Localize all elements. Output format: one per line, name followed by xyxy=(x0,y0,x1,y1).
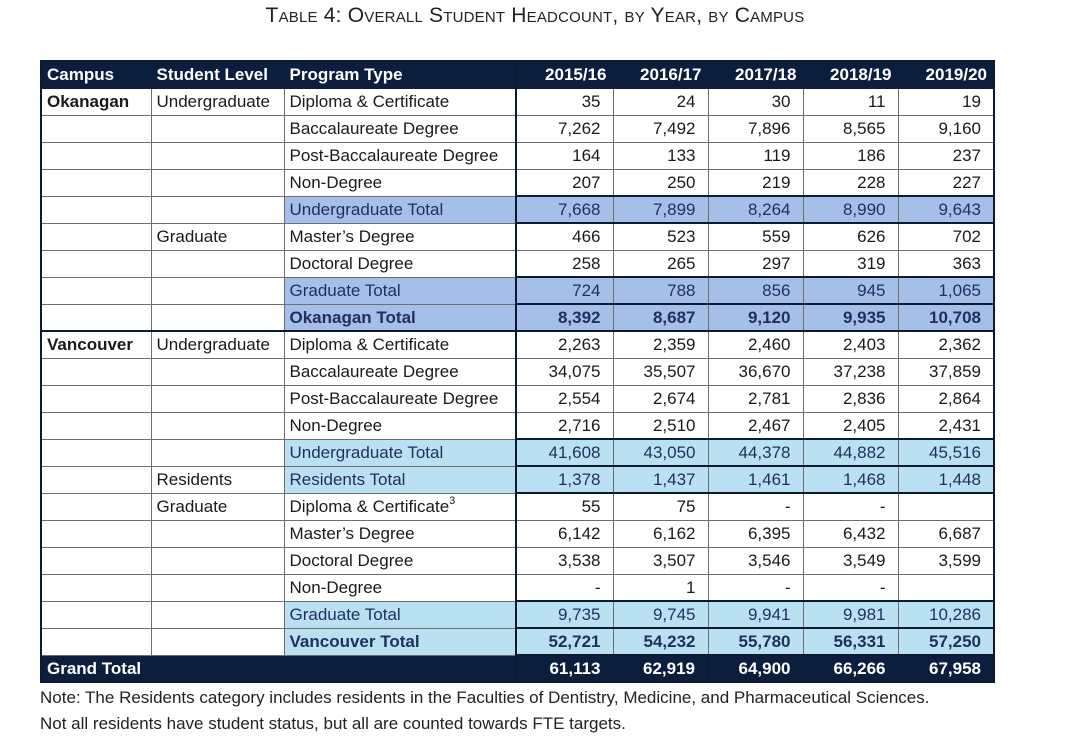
header-student-level: Student Level xyxy=(151,61,284,88)
value-cell: 19 xyxy=(898,88,994,115)
student-level-cell xyxy=(151,115,284,142)
value-cell: 8,687 xyxy=(613,304,708,331)
table-row xyxy=(41,250,994,277)
value-cell: 258 xyxy=(516,250,613,277)
value-cell: 856 xyxy=(708,277,803,304)
value-cell: 702 xyxy=(898,223,994,250)
value-cell: 466 xyxy=(516,223,613,250)
value-cell: 2,674 xyxy=(613,385,708,412)
student-level-cell: Graduate xyxy=(151,223,284,250)
campus-cell xyxy=(41,196,151,223)
campus-cell xyxy=(41,547,151,574)
table-row xyxy=(41,466,994,493)
value-cell: 119 xyxy=(708,142,803,169)
program-type-label: Doctoral Degree xyxy=(289,551,414,570)
table-row xyxy=(41,304,994,331)
program-type-cell xyxy=(284,385,516,412)
value-cell: 3,546 xyxy=(708,547,803,574)
campus-cell xyxy=(41,385,151,412)
value-cell: 55,780 xyxy=(708,628,803,655)
program-type-label: Master’s Degree xyxy=(289,524,415,543)
value-cell: 8,565 xyxy=(803,115,898,142)
program-type-label: Vancouver Total xyxy=(289,632,420,651)
value-cell: 10,708 xyxy=(898,304,994,331)
value-cell: 52,721 xyxy=(516,628,613,655)
value-cell: 1,065 xyxy=(898,277,994,304)
program-type-label: Okanagan Total xyxy=(289,307,416,327)
value-cell: 7,668 xyxy=(516,196,613,223)
value-cell: 56,331 xyxy=(803,628,898,655)
grand-total-value: 66,266 xyxy=(803,655,898,682)
value-cell: 207 xyxy=(516,169,613,196)
value-cell: - xyxy=(803,493,898,520)
table-row xyxy=(41,169,994,196)
table-row xyxy=(41,628,994,655)
table-row xyxy=(41,223,994,250)
footnote-marker: 3 xyxy=(449,495,456,507)
program-type-cell xyxy=(284,250,516,277)
value-cell: 36,670 xyxy=(708,358,803,385)
value-cell: 133 xyxy=(613,142,708,169)
student-level-cell xyxy=(151,520,284,547)
campus-cell xyxy=(41,628,151,655)
table-row xyxy=(41,115,994,142)
value-cell: 75 xyxy=(613,493,708,520)
campus-cell xyxy=(41,574,151,601)
value-cell: 35,507 xyxy=(613,358,708,385)
table-row xyxy=(41,547,994,574)
value-cell: 1 xyxy=(613,574,708,601)
campus-cell xyxy=(41,466,151,493)
program-type-label: Undergraduate Total xyxy=(289,200,444,219)
value-cell: 9,643 xyxy=(898,196,994,223)
value-cell: 2,359 xyxy=(613,331,708,358)
value-cell: 9,981 xyxy=(803,601,898,628)
value-cell: 9,935 xyxy=(803,304,898,331)
table-note-line-1: Note: The Residents category includes residents in the Faculties of Dentistry, Medicine, and Pharmaceutical Sciences. xyxy=(40,688,930,707)
student-level-cell: Undergraduate xyxy=(151,331,284,358)
value-cell: 2,554 xyxy=(516,385,613,412)
value-cell: 2,405 xyxy=(803,412,898,439)
campus-cell xyxy=(41,601,151,628)
value-cell: 7,262 xyxy=(516,115,613,142)
program-type-cell xyxy=(284,601,516,628)
value-cell: 57,250 xyxy=(898,628,994,655)
program-type-cell xyxy=(284,277,516,304)
student-level-cell xyxy=(151,142,284,169)
campus-cell xyxy=(41,493,151,520)
value-cell: 6,395 xyxy=(708,520,803,547)
value-cell: 788 xyxy=(613,277,708,304)
program-type-cell xyxy=(284,520,516,547)
campus-cell xyxy=(41,115,151,142)
student-level-cell xyxy=(151,574,284,601)
program-type-label: Diploma & Certificate xyxy=(289,497,450,516)
student-level-cell xyxy=(151,250,284,277)
campus-cell xyxy=(41,169,151,196)
program-type-cell xyxy=(284,196,516,223)
value-cell: 319 xyxy=(803,250,898,277)
value-cell: 30 xyxy=(708,88,803,115)
value-cell: 3,599 xyxy=(898,547,994,574)
value-cell: 6,162 xyxy=(613,520,708,547)
table-note-line-2: Not all residents have student status, but all are counted towards FTE targets. xyxy=(40,714,626,733)
value-cell: 228 xyxy=(803,169,898,196)
table-row xyxy=(41,574,994,601)
student-level-cell xyxy=(151,358,284,385)
program-type-label: Baccalaureate Degree xyxy=(289,362,459,381)
table-row xyxy=(41,412,994,439)
header-year: 2017/18 xyxy=(708,61,803,88)
value-cell: 250 xyxy=(613,169,708,196)
student-level-cell xyxy=(151,277,284,304)
value-cell: 6,142 xyxy=(516,520,613,547)
value-cell: 54,232 xyxy=(613,628,708,655)
value-cell: 1,437 xyxy=(613,466,708,493)
value-cell: 2,836 xyxy=(803,385,898,412)
value-cell: 44,882 xyxy=(803,439,898,466)
table-row xyxy=(41,385,994,412)
program-type-label: Diploma & Certificate xyxy=(289,335,450,355)
campus-cell xyxy=(41,142,151,169)
value-cell: 945 xyxy=(803,277,898,304)
program-type-label: Post-Baccalaureate Degree xyxy=(289,146,499,165)
grand-total-row xyxy=(41,655,994,682)
value-cell: 7,896 xyxy=(708,115,803,142)
value-cell: 559 xyxy=(708,223,803,250)
program-type-label: Graduate Total xyxy=(289,605,401,624)
student-level-cell xyxy=(151,547,284,574)
value-cell: 2,716 xyxy=(516,412,613,439)
value-cell: 34,075 xyxy=(516,358,613,385)
campus-cell xyxy=(41,277,151,304)
campus-cell: Okanagan xyxy=(41,88,151,115)
program-type-label: Post-Baccalaureate Degree xyxy=(289,389,499,408)
table-row xyxy=(41,358,994,385)
value-cell: 35 xyxy=(516,88,613,115)
value-cell: 1,448 xyxy=(898,466,994,493)
campus-cell xyxy=(41,520,151,547)
value-cell: 10,286 xyxy=(898,601,994,628)
value-cell: - xyxy=(708,574,803,601)
program-type-label: Non-Degree xyxy=(289,173,383,192)
value-cell: 2,781 xyxy=(708,385,803,412)
table-title: Table 4: Overall Student Headcount, by Year, by Campus xyxy=(265,4,805,27)
grand-total-value: 61,113 xyxy=(516,655,613,682)
value-cell: 724 xyxy=(516,277,613,304)
program-type-label: Undergraduate Total xyxy=(289,443,444,462)
value-cell: 24 xyxy=(613,88,708,115)
program-type-label: Doctoral Degree xyxy=(289,254,414,273)
program-type-cell xyxy=(284,223,516,250)
student-level-cell xyxy=(151,169,284,196)
table-row xyxy=(41,601,994,628)
value-cell: 2,460 xyxy=(708,331,803,358)
value-cell: 1,378 xyxy=(516,466,613,493)
value-cell: 3,549 xyxy=(803,547,898,574)
grand-total-value: 64,900 xyxy=(708,655,803,682)
program-type-cell xyxy=(284,412,516,439)
value-cell: 523 xyxy=(613,223,708,250)
table-row xyxy=(41,142,994,169)
program-type-cell xyxy=(284,88,516,115)
value-cell xyxy=(898,574,994,601)
value-cell: 6,687 xyxy=(898,520,994,547)
program-type-label: Graduate Total xyxy=(289,281,401,300)
value-cell: 2,431 xyxy=(898,412,994,439)
table-header-row xyxy=(41,61,994,88)
value-cell: 9,120 xyxy=(708,304,803,331)
value-cell: 626 xyxy=(803,223,898,250)
header-program-type: Program Type xyxy=(284,61,516,88)
value-cell: - xyxy=(803,574,898,601)
value-cell: 2,467 xyxy=(708,412,803,439)
campus-cell xyxy=(41,304,151,331)
value-cell: 3,538 xyxy=(516,547,613,574)
value-cell: 2,403 xyxy=(803,331,898,358)
value-cell: 9,745 xyxy=(613,601,708,628)
value-cell: 7,492 xyxy=(613,115,708,142)
student-level-cell: Residents xyxy=(151,466,284,493)
value-cell: 37,238 xyxy=(803,358,898,385)
table-body xyxy=(41,88,994,655)
value-cell: 237 xyxy=(898,142,994,169)
program-type-label: Baccalaureate Degree xyxy=(289,119,459,138)
header-year: 2019/20 xyxy=(898,61,994,88)
program-type-label: Diploma & Certificate xyxy=(289,92,450,111)
value-cell: 9,160 xyxy=(898,115,994,142)
value-cell: 2,362 xyxy=(898,331,994,358)
header-campus: Campus xyxy=(41,61,151,88)
student-level-cell xyxy=(151,628,284,655)
program-type-label: Residents Total xyxy=(289,470,406,489)
grand-total-value: 67,958 xyxy=(898,655,994,682)
value-cell: 1,461 xyxy=(708,466,803,493)
table-row xyxy=(41,277,994,304)
value-cell: 8,392 xyxy=(516,304,613,331)
value-cell: 3,507 xyxy=(613,547,708,574)
campus-cell xyxy=(41,223,151,250)
program-type-cell xyxy=(284,493,516,520)
value-cell: - xyxy=(516,574,613,601)
value-cell: 186 xyxy=(803,142,898,169)
table-row xyxy=(41,196,994,223)
table-row xyxy=(41,331,994,358)
table-row xyxy=(41,88,994,115)
program-type-label: Non-Degree xyxy=(289,578,383,597)
value-cell: 44,378 xyxy=(708,439,803,466)
grand-total-value: 62,919 xyxy=(613,655,708,682)
student-level-cell: Graduate xyxy=(151,493,284,520)
program-type-cell xyxy=(284,439,516,466)
header-year: 2018/19 xyxy=(803,61,898,88)
program-type-cell xyxy=(284,466,516,493)
value-cell xyxy=(898,493,994,520)
value-cell: 2,263 xyxy=(516,331,613,358)
value-cell: 43,050 xyxy=(613,439,708,466)
program-type-label: Non-Degree xyxy=(289,416,383,435)
value-cell: 363 xyxy=(898,250,994,277)
value-cell: 7,899 xyxy=(613,196,708,223)
value-cell: 219 xyxy=(708,169,803,196)
program-type-cell xyxy=(284,169,516,196)
student-level-cell: Undergraduate xyxy=(151,88,284,115)
table-row xyxy=(41,439,994,466)
value-cell: 41,608 xyxy=(516,439,613,466)
campus-cell: Vancouver xyxy=(41,331,151,358)
value-cell: 164 xyxy=(516,142,613,169)
value-cell: 227 xyxy=(898,169,994,196)
program-type-cell xyxy=(284,574,516,601)
value-cell: 6,432 xyxy=(803,520,898,547)
value-cell: 9,735 xyxy=(516,601,613,628)
value-cell: 37,859 xyxy=(898,358,994,385)
program-type-cell xyxy=(284,304,516,331)
value-cell: 8,990 xyxy=(803,196,898,223)
value-cell: 297 xyxy=(708,250,803,277)
value-cell: 9,941 xyxy=(708,601,803,628)
value-cell: 1,468 xyxy=(803,466,898,493)
program-type-cell xyxy=(284,358,516,385)
value-cell: 2,510 xyxy=(613,412,708,439)
student-level-cell xyxy=(151,304,284,331)
student-level-cell xyxy=(151,439,284,466)
program-type-label: Master’s Degree xyxy=(289,227,415,246)
value-cell: 265 xyxy=(613,250,708,277)
value-cell: 8,264 xyxy=(708,196,803,223)
value-cell: 45,516 xyxy=(898,439,994,466)
headcount-table xyxy=(40,60,995,683)
header-year: 2016/17 xyxy=(613,61,708,88)
campus-cell xyxy=(41,412,151,439)
table-row xyxy=(41,520,994,547)
program-type-cell xyxy=(284,547,516,574)
program-type-cell xyxy=(284,142,516,169)
program-type-cell xyxy=(284,628,516,655)
student-level-cell xyxy=(151,385,284,412)
value-cell: 55 xyxy=(516,493,613,520)
value-cell: 2,864 xyxy=(898,385,994,412)
header-year: 2015/16 xyxy=(516,61,613,88)
student-level-cell xyxy=(151,196,284,223)
program-type-cell xyxy=(284,331,516,358)
student-level-cell xyxy=(151,601,284,628)
student-level-cell xyxy=(151,412,284,439)
program-type-cell xyxy=(284,115,516,142)
campus-cell xyxy=(41,358,151,385)
grand-total-label: Grand Total xyxy=(41,655,516,682)
campus-cell xyxy=(41,250,151,277)
table-row xyxy=(41,493,994,520)
campus-cell xyxy=(41,439,151,466)
value-cell: 11 xyxy=(803,88,898,115)
value-cell: - xyxy=(708,493,803,520)
